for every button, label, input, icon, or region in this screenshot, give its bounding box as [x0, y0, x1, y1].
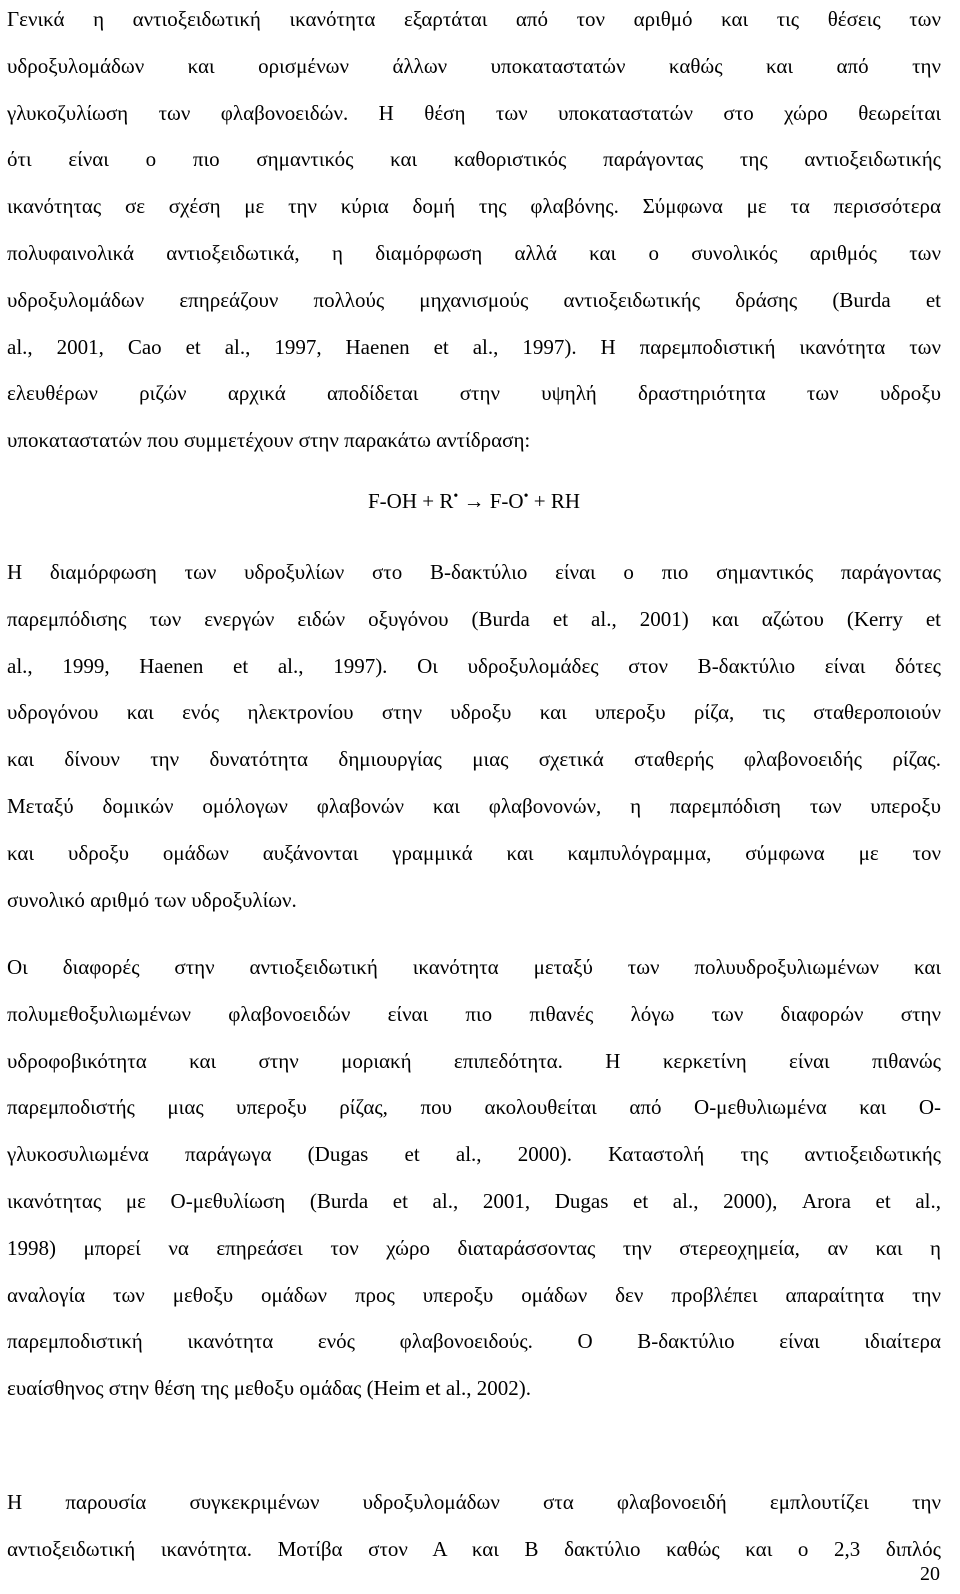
radical-dot: • [523, 489, 529, 504]
equation-reactants: F-OH + R [367, 489, 454, 513]
text-line: γλυκοσυλιωμένα παράγωγα (Dugas et al., 2000). Καταστολή της αντιοξειδωτικής [7, 1142, 941, 1167]
text-line: συνολικό αριθμό των υδροξυλίων. [7, 887, 297, 912]
text-line: Μεταξύ δομικών ομόλογων φλαβονών και φλαβονονών, η παρεμπόδιση των υπεροξυ [7, 793, 941, 818]
text-line: ικανότητας σε σχέση με την κύρια δομή της φλαβόνης. Σύμφωνα με τα περισσότερα [7, 194, 941, 219]
equation-product: + RH [533, 489, 581, 513]
text-line: υδροφοβικότητα και στην μοριακή επιπεδότητα. Η κερκετίνη είναι πιθανώς [7, 1048, 941, 1073]
text-line: γλυκοζυλίωση των φλαβονοειδών. Η θέση των υποκαταστατών στο χώρο θεωρείται [7, 100, 941, 125]
text-line: ελευθέρων ριζών αρχικά αποδίδεται στην υψηλή δραστηριότητα των υδροξυ [7, 381, 941, 406]
text-line: Γενικά η αντιοξειδωτική ικανότητα εξαρτάται από τον αριθμό και τις θέσεις των [7, 7, 941, 31]
reaction-equation [7, 478, 941, 524]
text-line: ευαίσθηνος στην θέση της μεθοξυ ομάδας (Heim et al., 2002). [7, 1376, 532, 1401]
equation-product: F-O [489, 489, 524, 513]
text-line: ικανότητας με Ο-μεθυλίωση (Burda et al., 2001, Dugas et al., 2000), Arora et al., [7, 1188, 941, 1213]
text-line: υδροξυλομάδων και ορισμένων άλλων υποκαταστατών καθώς και από την [7, 53, 941, 78]
reaction-arrow: → [463, 489, 485, 513]
text-line: παρεμπόδισης των ενεργών ειδών οξυγόνου (Burda et al., 2001) και αζώτου (Kerry et [7, 606, 941, 631]
text-line: και υδροξυ ομάδων αυξάνονται γραμμικά και καμπυλόγραμμα, σύμφωνα με τον [7, 840, 941, 865]
equation-content [368, 478, 580, 524]
text-line: αντιοξειδωτική ικανότητα. Μοτίβα στον Α και Β δακτύλιο καθώς και ο 2,3 διπλός [7, 1536, 941, 1561]
paragraph-1 [7, 0, 941, 464]
text-line: υδρογόνου και ενός ηλεκτρονίου στην υδροξυ και υπεροξυ ρίζα, τις σταθεροποιούν [7, 700, 941, 725]
text-line: και δίνουν την δυνατότητα δημιουργίας μιας σχετικά σταθερής φλαβονοειδής ρίζας. [7, 747, 941, 772]
paragraph-2 [7, 549, 941, 923]
text-line: 1998) μπορεί να επηρεάσει τον χώρο διαταράσσοντας την στερεοχημεία, αν και η [7, 1235, 941, 1260]
radical-dot: • [453, 489, 459, 504]
text-line: υποκαταστατών που συμμετέχουν στην παρακάτω αντίδραση: [7, 428, 531, 453]
text-line: αναλογία των μεθοξυ ομάδων προς υπεροξυ ομάδων δεν προβλέπει απαραίτητα την [7, 1282, 941, 1307]
text-line: Η διαμόρφωση των υδροξυλίων στο Β-δακτύλιο είναι ο πιο σημαντικός παράγοντας [7, 560, 941, 584]
text-line: al., 2001, Cao et al., 1997, Haenen et al., 1997). Η παρεμποδιστική ικανότητα των [7, 334, 941, 359]
text-line: ότι είναι ο πιο σημαντικός και καθοριστικός παράγοντας της αντιοξειδωτικής [7, 147, 941, 172]
text-line: παρεμποδιστής μιας υπεροξυ ρίζας, που ακολουθείται από Ο-μεθυλιωμένα και Ο- [7, 1095, 941, 1120]
text-line: πολυμεθοξυλιωμένων φλαβονοειδών είναι πιο πιθανές λόγω των διαφορών στην [7, 1001, 941, 1026]
paragraph-3 [7, 944, 941, 1412]
paragraph-4 [7, 1479, 941, 1573]
text-line: πολυφαινολικά αντιοξειδωτικά, η διαμόρφωση αλλά και ο συνολικός αριθμός των [7, 240, 941, 265]
text-line: al., 1999, Haenen et al., 1997). Οι υδροξυλομάδες στον Β-δακτύλιο είναι δότες [7, 653, 941, 678]
text-line: Η παρουσία συγκεκριμένων υδροξυλομάδων στα φλαβονοειδή εμπλουτίζει την [7, 1490, 941, 1514]
text-line: Οι διαφορές στην αντιοξειδωτική ικανότητα μεταξύ των πολυυδροξυλιωμένων και [7, 955, 941, 979]
page-number: 20 [920, 1563, 940, 1585]
text-line: παρεμποδιστική ικανότητα ενός φλαβονοειδούς. Ο Β-δακτύλιο είναι ιδιαίτερα [7, 1329, 941, 1354]
text-line: υδροξυλομάδων επηρεάζουν πολλούς μηχανισμούς αντιοξειδωτικής δράσης (Burda et [7, 287, 941, 312]
